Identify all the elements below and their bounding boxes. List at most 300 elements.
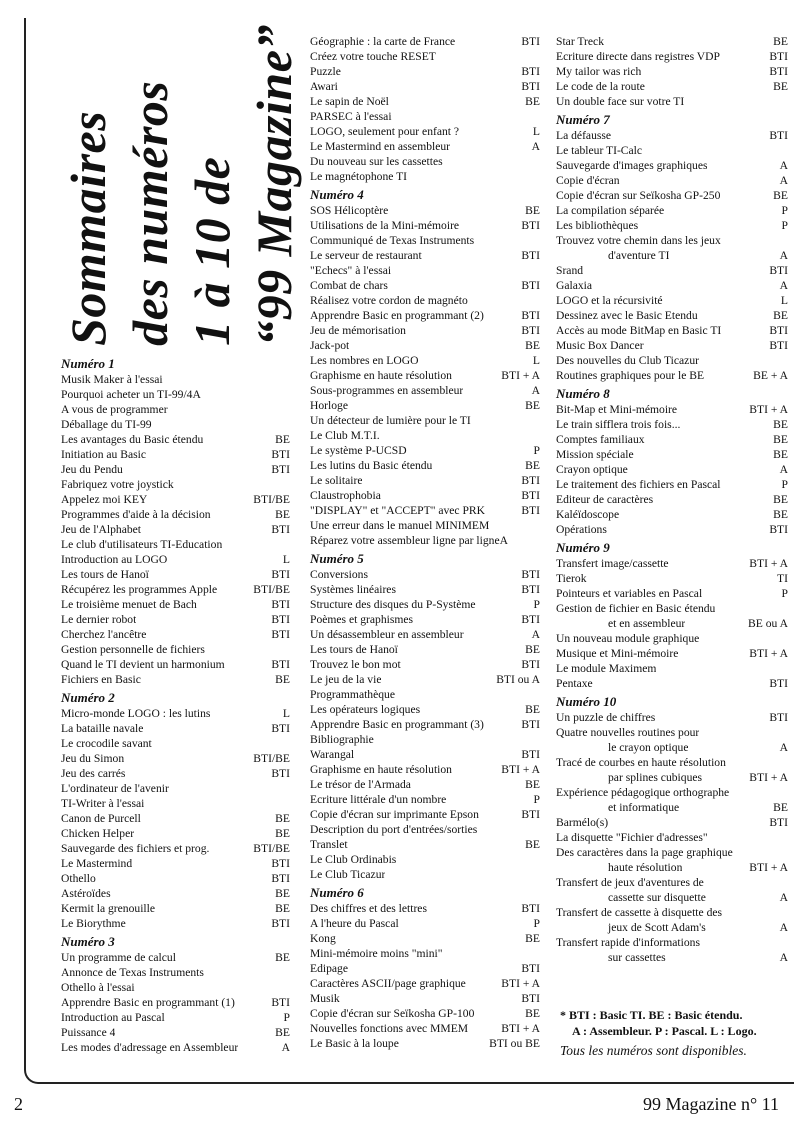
contents-entry (310, 597, 540, 612)
contents-entry (61, 1010, 290, 1025)
entry-code: BTI + A (749, 771, 788, 784)
entry-title: "Echecs" à l'essai (310, 264, 392, 277)
entry-title: Pourquoi acheter un TI-99/4A (61, 388, 201, 401)
entry-code: BTI (521, 35, 540, 48)
entry-title: Le club d'utilisateurs TI-Education (61, 538, 223, 551)
entry-title: Le solitaire (310, 474, 363, 487)
entry-code: BE (275, 433, 290, 446)
entry-code: BTI (521, 80, 540, 93)
entry-title: Un détecteur de lumière pour le TI (310, 414, 471, 427)
contents-entry (556, 79, 788, 94)
entry-title: Un programme de calcul (61, 951, 176, 964)
entry-code: BTI (521, 309, 540, 322)
contents-entry (556, 770, 788, 785)
contents-entry (556, 920, 788, 935)
issue-section (556, 34, 788, 109)
entry-code (784, 905, 788, 920)
entry-title: Du nouveau sur les cassettes (310, 155, 443, 168)
entry-title: Copie d'écran (556, 174, 620, 187)
contents-entry (556, 661, 788, 676)
entry-title: Le dernier robot (61, 613, 137, 626)
entry-title: Kermit la grenouille (61, 902, 156, 915)
column-1 (61, 353, 290, 1055)
contents-entry (310, 79, 540, 94)
entry-title: Créez votre touche RESET (310, 50, 436, 63)
entry-code (286, 402, 290, 417)
entry-title: par splines cubiques (608, 771, 703, 784)
entry-title: Transfert image/cassette (556, 557, 669, 570)
entry-code (286, 372, 290, 387)
contents-entry (61, 447, 290, 462)
issue-section (61, 933, 290, 1055)
entry-code: L (532, 125, 540, 138)
entry-code: BTI/BE (253, 493, 290, 506)
contents-entry (556, 203, 788, 218)
entry-title: Les opérateurs logiques (310, 703, 421, 716)
issue-section (310, 186, 540, 548)
entry-title: Tracé de courbes en haute résolution (556, 756, 726, 769)
contents-entry (61, 477, 290, 492)
entry-code: BE (773, 418, 788, 431)
entry-title: Jeu de mémorisation (310, 324, 406, 337)
entry-title: Pentaxe (556, 677, 593, 690)
entry-title: cassette sur disquette (608, 891, 706, 904)
entry-title: Récupérez les programmes Apple (61, 583, 218, 596)
entry-title: LOGO, seulement pour enfant ? (310, 125, 460, 138)
contents-entry (310, 777, 540, 792)
contents-entry (310, 233, 540, 248)
entry-title: TI-Writer à l'essai (61, 797, 145, 810)
entry-title: Apprendre Basic en programmant (2) (310, 309, 484, 322)
contents-entry (310, 717, 540, 732)
entry-title: Le troisième menuet de Bach (61, 598, 197, 611)
contents-entry (310, 203, 540, 218)
entry-title: Programmes d'aide à la décision (61, 508, 211, 521)
page-title (58, 20, 303, 350)
entry-code (784, 725, 788, 740)
entry-code (536, 822, 540, 837)
entry-title: Comptes familiaux (556, 433, 645, 446)
issue-heading: Numéro 9 (556, 540, 610, 555)
entry-code: BTI (521, 613, 540, 626)
issue-section (556, 693, 788, 965)
contents-entry (310, 218, 540, 233)
contents-entry (310, 747, 540, 762)
entry-title: Jack-pot (310, 339, 350, 352)
entry-code (784, 143, 788, 158)
contents-entry (556, 293, 788, 308)
entry-title: Des chiffres et des lettres (310, 902, 427, 915)
contents-entry (61, 766, 290, 781)
contents-entry (310, 657, 540, 672)
entry-code (536, 732, 540, 747)
entry-title: Initiation au Basic (61, 448, 147, 461)
entry-title: Réalisez votre cordon de magnéto (310, 294, 468, 307)
entry-code: BTI (271, 996, 290, 1009)
entry-title: Conversions (310, 568, 368, 581)
entry-code: BTI + A (749, 403, 788, 416)
contents-entry (556, 631, 788, 646)
entry-code: BTI (521, 568, 540, 581)
entry-title: Nouvelles fonctions avec MMEM (310, 1022, 469, 1035)
entry-code: BTI (271, 857, 290, 870)
entry-title: Barmélo(s) (556, 816, 609, 829)
entry-code: BTI (271, 463, 290, 476)
contents-entry (556, 143, 788, 158)
entry-code: L (282, 707, 290, 720)
entry-title: Edipage (310, 962, 348, 975)
contents-entry (61, 811, 290, 826)
entry-title: Transfert de cassette à disquette des (556, 906, 723, 919)
contents-entry (556, 462, 788, 477)
entry-title: Un puzzle de chiffres (556, 711, 656, 724)
contents-entry (310, 1021, 540, 1036)
entry-title: Le serveur de restaurant (310, 249, 422, 262)
entry-title: Jeu du Simon (61, 752, 125, 765)
entry-code: P (533, 917, 540, 930)
contents-entry (310, 612, 540, 627)
contents-entry (556, 815, 788, 830)
entry-code: BTI (271, 628, 290, 641)
contents-entry (310, 49, 540, 64)
contents-entry (310, 323, 540, 338)
contents-entry (310, 169, 540, 184)
entry-title: et informatique (608, 801, 680, 814)
contents-entry (61, 995, 290, 1010)
contents-entry (61, 642, 290, 657)
contents-entry (556, 323, 788, 338)
contents-entry (556, 571, 788, 586)
entry-code: BTI (271, 658, 290, 671)
entry-code: BE (525, 838, 540, 851)
contents-entry (310, 338, 540, 353)
entry-title: Opérations (556, 523, 607, 536)
entry-code: BE (773, 433, 788, 446)
contents-entry (556, 417, 788, 432)
contents-entry (556, 522, 788, 537)
issue-heading: Numéro 7 (556, 112, 610, 127)
contents-entry (556, 755, 788, 770)
entry-code: BTI (521, 474, 540, 487)
entry-title: Bit-Map et Mini-mémoire (556, 403, 678, 416)
entry-code (536, 533, 540, 548)
contents-entry (556, 616, 788, 631)
entry-code: BE (525, 643, 540, 656)
contents-entry (310, 293, 540, 308)
contents-entry (310, 976, 540, 991)
entry-title: Jeu des carrés (61, 767, 126, 780)
entry-code: BE (275, 673, 290, 686)
entry-title: Le magnétophone TI (310, 170, 408, 183)
contents-entry (310, 383, 540, 398)
contents-entry (556, 890, 788, 905)
contents-entry (61, 657, 290, 672)
entry-title: haute résolution (608, 861, 683, 874)
entry-title: Kaléïdoscope (556, 508, 620, 521)
contents-entry (61, 1025, 290, 1040)
contents-entry (556, 845, 788, 860)
entry-title: d'aventure TI (608, 249, 670, 262)
contents-entry (61, 871, 290, 886)
entry-code: BTI (769, 129, 788, 142)
contents-entry (556, 507, 788, 522)
entry-title: Sous-programmes en assembleur (310, 384, 464, 397)
contents-entry (61, 901, 290, 916)
entry-title: Musik Maker à l'essai (61, 373, 163, 386)
entry-code (784, 94, 788, 109)
entry-title: Réparez votre assembleur ligne par ligneA (310, 534, 508, 547)
page-number: 2 (14, 1094, 23, 1114)
entry-title: Description du port d'entrées/sorties (310, 823, 478, 836)
entry-code: BTI/BE (253, 583, 290, 596)
contents-entry (310, 642, 540, 657)
entry-code (286, 387, 290, 402)
entry-title: Programmathèque (310, 688, 395, 701)
entry-title: Kong (310, 932, 336, 945)
entry-title: Quatre nouvelles routines pour (556, 726, 700, 739)
entry-code: BTI + A (501, 1022, 540, 1035)
entry-code (784, 233, 788, 248)
magazine-footer: 99 Magazine n° 11 (643, 1094, 779, 1114)
contents-entry (556, 173, 788, 188)
contents-entry (61, 597, 290, 612)
contents-entry (61, 627, 290, 642)
entry-code: A (779, 951, 788, 964)
issue-section (61, 689, 290, 931)
entry-title: Gestion personnelle de fichiers (61, 643, 205, 656)
entry-code: BTI (271, 598, 290, 611)
contents-entry (61, 781, 290, 796)
contents-entry (61, 916, 290, 931)
entry-title: et en assembleur (608, 617, 686, 630)
contents-entry (310, 278, 540, 293)
entry-code: A (779, 279, 788, 292)
contents-entry (556, 158, 788, 173)
entry-code: BTI (271, 872, 290, 885)
contents-entry (310, 762, 540, 777)
entry-code (536, 154, 540, 169)
entry-code: BTI (521, 808, 540, 821)
entry-code (536, 293, 540, 308)
entry-code: BTI (521, 748, 540, 761)
contents-entry (310, 837, 540, 852)
title-line: des numéros (121, 80, 178, 346)
contents-entry (556, 432, 788, 447)
entry-title: Systèmes linéaires (310, 583, 396, 596)
entry-title: Fichiers en Basic (61, 673, 141, 686)
entry-code: BE (275, 887, 290, 900)
entry-title: Caractères ASCII/page graphique (310, 977, 466, 990)
entry-title: A l'heure du Pascal (310, 917, 399, 930)
contents-entry (61, 721, 290, 736)
entry-code: BE (773, 493, 788, 506)
title-line: “99 Magazine” (245, 24, 302, 346)
entry-code (784, 353, 788, 368)
entry-code: BTI (521, 583, 540, 596)
entry-code: A (779, 174, 788, 187)
contents-entry (556, 94, 788, 109)
entry-title: Translet (310, 838, 348, 851)
issue-section (310, 550, 540, 882)
entry-code: BTI (271, 722, 290, 735)
contents-entry (310, 1006, 540, 1021)
contents-entry (556, 447, 788, 462)
contents-entry (310, 533, 540, 548)
contents-entry (310, 807, 540, 822)
entry-code (784, 875, 788, 890)
entry-title: Transfert rapide d'informations (556, 936, 700, 949)
entry-code (536, 263, 540, 278)
entry-title: Musique et Mini-mémoire (556, 647, 679, 660)
contents-entry (556, 64, 788, 79)
entry-code: BTI (769, 264, 788, 277)
entry-title: Gestion de fichier en Basic étendu (556, 602, 716, 615)
contents-entry (61, 402, 290, 417)
entry-title: Les bibliothèques (556, 219, 639, 232)
entry-code: BTI (521, 219, 540, 232)
entry-title: La bataille navale (61, 722, 144, 735)
contents-entry (556, 646, 788, 661)
entry-title: Trouvez votre chemin dans les jeux (556, 234, 721, 247)
entry-title: Chicken Helper (61, 827, 135, 840)
entry-title: Cherchez l'ancêtre (61, 628, 147, 641)
entry-title: Puissance 4 (61, 1026, 116, 1039)
contents-entry (61, 841, 290, 856)
entry-title: Pointeurs et variables en Pascal (556, 587, 703, 600)
entry-title: sur cassettes (608, 951, 666, 964)
contents-entry (556, 875, 788, 890)
entry-title: Le Biorythme (61, 917, 126, 930)
contents-entry (310, 503, 540, 518)
entry-code (536, 169, 540, 184)
contents-entry (556, 785, 788, 800)
contents-entry (556, 233, 788, 248)
entry-title: Les lutins du Basic étendu (310, 459, 433, 472)
contents-entry (310, 428, 540, 443)
entry-title: Les tours de Hanoï (310, 643, 398, 656)
entry-title: Le sapin de Noël (310, 95, 389, 108)
entry-title: Le module Maximem (556, 662, 657, 675)
contents-entry (310, 353, 540, 368)
entry-title: Graphisme en haute résolution (310, 369, 452, 382)
entry-code (286, 477, 290, 492)
entry-title: Expérience pédagogique orthographe (556, 786, 730, 799)
title-line: 1 à 10 de (183, 156, 240, 346)
legend-line-2: A : Assembleur. P : Pascal. L : Logo. (572, 1024, 757, 1038)
entry-code (536, 518, 540, 533)
entry-title: Introduction au LOGO (61, 553, 168, 566)
entry-code: P (533, 444, 540, 457)
entry-code: BTI (769, 50, 788, 63)
contents-entry (61, 567, 290, 582)
entry-code (784, 830, 788, 845)
entry-code: BTI (271, 917, 290, 930)
entry-title: Sauvegarde d'images graphiques (556, 159, 708, 172)
entry-code: BTI (521, 249, 540, 262)
availability-note: Tous les numéros sont disponibles. (560, 1043, 747, 1058)
entry-title: Sauvegarde des fichiers et prog. (61, 842, 210, 855)
entry-title: Jeu du Pendu (61, 463, 123, 476)
entry-title: Poèmes et graphismes (310, 613, 414, 626)
entry-title: Transfert de jeux d'aventures de (556, 876, 704, 889)
entry-title: Star Treck (556, 35, 604, 48)
title-text (58, 24, 303, 346)
issue-section (556, 111, 788, 383)
contents-entry (61, 796, 290, 811)
entry-code: BTI (769, 711, 788, 724)
entry-title: Copie d'écran sur Seïkosha GP-100 (310, 1007, 475, 1020)
entry-title: Annonce de Texas Instruments (61, 966, 204, 979)
entry-title: PARSEC à l'essai (310, 110, 392, 123)
entry-title: Apprendre Basic en programmant (3) (310, 718, 484, 731)
entry-title: Des caractères dans la page graphique (556, 846, 733, 859)
entry-title: Othello (61, 872, 96, 885)
entry-title: Puzzle (310, 65, 341, 78)
contents-entry (556, 402, 788, 417)
contents-entry (556, 601, 788, 616)
entry-title: Des nouvelles du Club Ticazur (556, 354, 699, 367)
entry-title: Bibliographie (310, 733, 374, 746)
contents-entry (556, 353, 788, 368)
contents-entry (61, 736, 290, 751)
entry-code: BTI (521, 992, 540, 1005)
contents-entry (310, 946, 540, 961)
contents-entry (556, 905, 788, 920)
contents-entry (61, 582, 290, 597)
entry-code: P (781, 219, 788, 232)
entry-code: BTI (271, 767, 290, 780)
entry-code (536, 946, 540, 961)
contents-entry (310, 702, 540, 717)
entry-title: Le trésor de l'Armada (310, 778, 411, 791)
contents-entry (310, 443, 540, 458)
entry-code: BTI (769, 339, 788, 352)
entry-code: BE ou A (748, 617, 788, 630)
contents-entry (310, 1036, 540, 1051)
entry-title: Utilisations de la Mini-mémoire (310, 219, 460, 232)
entry-title: Trouvez le bon mot (310, 658, 401, 671)
contents-entry (310, 852, 540, 867)
contents-entry (556, 338, 788, 353)
entry-code: A (779, 159, 788, 172)
entry-title: My tailor was rich (556, 65, 642, 78)
contents-entry (556, 492, 788, 507)
entry-title: Un désassembleur en assembleur (310, 628, 464, 641)
entry-title: Une erreur dans le manuel MINIMEM (310, 519, 490, 532)
entry-code: BTI/BE (253, 842, 290, 855)
issue-heading: Numéro 10 (556, 694, 617, 709)
entry-code: BTI + A (749, 861, 788, 874)
entry-code: BE (525, 399, 540, 412)
entry-code: L (532, 354, 540, 367)
entry-code: BE (275, 902, 290, 915)
entry-code (536, 413, 540, 428)
column-2 (310, 34, 540, 1051)
entry-code: BE (525, 339, 540, 352)
entry-code: TI (777, 572, 788, 585)
contents-entry (556, 725, 788, 740)
entry-title: Dessinez avec le Basic Etendu (556, 309, 698, 322)
entry-title: Les nombres en LOGO (310, 354, 419, 367)
contents-entry (61, 462, 290, 477)
entry-title: SOS Hélicoptère (310, 204, 389, 217)
entry-code: BE (773, 35, 788, 48)
contents-entry (310, 792, 540, 807)
contents-entry (556, 800, 788, 815)
contents-entry (556, 740, 788, 755)
contents-entry (61, 432, 290, 447)
entry-code: BE (525, 459, 540, 472)
